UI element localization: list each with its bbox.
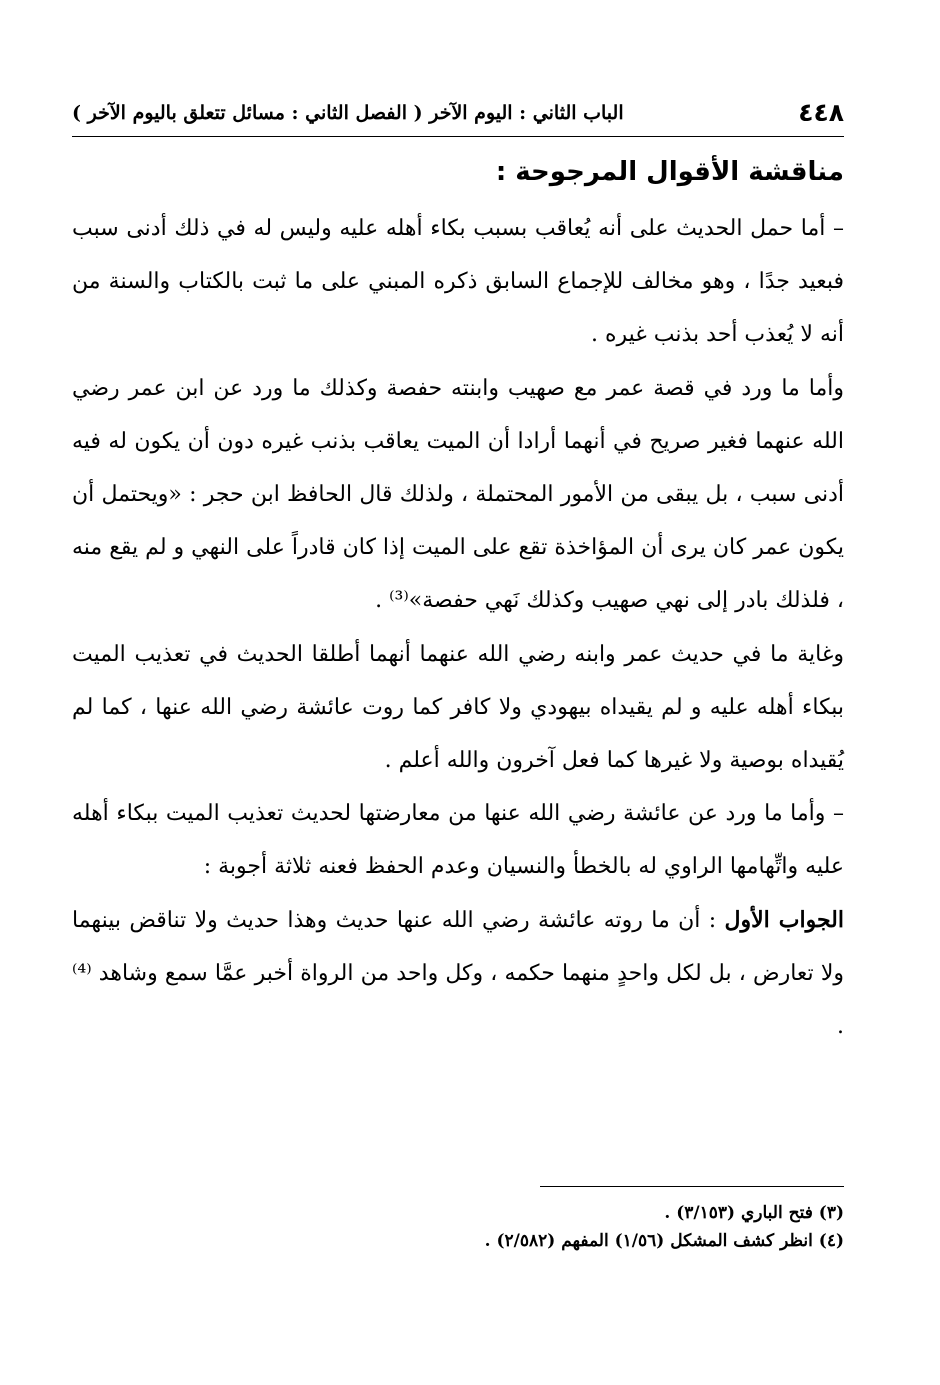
- running-head: الباب الثاني : اليوم الآخر ( الفصل الثاني : مسائل تتعلق باليوم الآخر ): [72, 102, 624, 124]
- paragraph-text: وأما ما ورد في قصة عمر مع صهيب وابنته حفصة وكذلك ما ورد عن ابن عمر رضي الله عنهما فغير صريح في أنهما أرادا أن الميت يعاقب بذنب غيره دون أن يكون له فيه أدنى سبب ، بل يبقى من الأمور المحتملة ، ولذلك قال الحافظ ابن حجر : «ويحتمل أن يكون عمر كان يرى أن المؤاخذة تقع على الميت إذا كان قادراً على النهي و لم يقع منه ، فلذلك بادر إلى نهي صهيب وكذلك نَهي حفصة»⁽³⁾ .: [72, 375, 844, 614]
- page-number: ٤٤٨: [798, 98, 844, 127]
- footnotes: [72, 1186, 844, 1255]
- footnote-divider: [540, 1186, 844, 1187]
- footnote: (٣) فتح الباري (٣/١٥٣) .: [664, 1203, 844, 1223]
- paragraph-text: وغاية ما في حديث عمر وابنه رضي الله عنهما أنهما أطلقا الحديث في تعذيب الميت ببكاء أهله عليه و لم يقيداه بيهودي ولا كافر كما روت عائشة رضي الله عنها ، كما لم يُقيداه بوصية ولا غيرها كما فعل آخرون والله أعلم .: [72, 641, 844, 774]
- paragraph: [72, 202, 844, 362]
- paragraph: [72, 787, 844, 893]
- footnote: (٤) انظر كشف المشكل (١/٥٦) المفهم (٢/٥٨٢) .: [484, 1231, 844, 1251]
- paragraph: [72, 362, 844, 628]
- paragraph-text: – أما حمل الحديث على أنه يُعاقب بسبب بكاء أهله عليه وليس له في ذلك أدنى سبب فبعيد جدًا ، وهو مخالف للإجماع السابق ذكره المبني على ما ثبت بالكتاب والسنة من أنه لا يُعذب أحد بذنب غيره .: [72, 216, 844, 348]
- paragraph-text: : أن ما روته عائشة رضي الله عنها حديث وهذا حديث ولا تناقض بينهما ولا تعارض ، بل لكل واحدٍ منهما حكمه ، وكل واحد من الرواة أخبر عمَّا سمع وشاهد ⁽⁴⁾ .: [72, 907, 844, 1040]
- answer-label: الجواب الأول: [724, 906, 844, 933]
- paragraph-text: – وأما ما ورد عن عائشة رضي الله عنها من معارضتها لحديث تعذيب الميت ببكاء أهله عليه واتِّهامها الراوي له بالخطأ والنسيان وعدم الحفظ فعنه ثلاثة أجوبة :: [72, 801, 844, 880]
- main-text: [72, 148, 844, 1053]
- paragraph: [72, 628, 844, 788]
- paragraph: [72, 894, 844, 1054]
- page-header: [72, 96, 844, 137]
- section-heading: مناقشة الأقوال المرجوحة :: [495, 157, 844, 187]
